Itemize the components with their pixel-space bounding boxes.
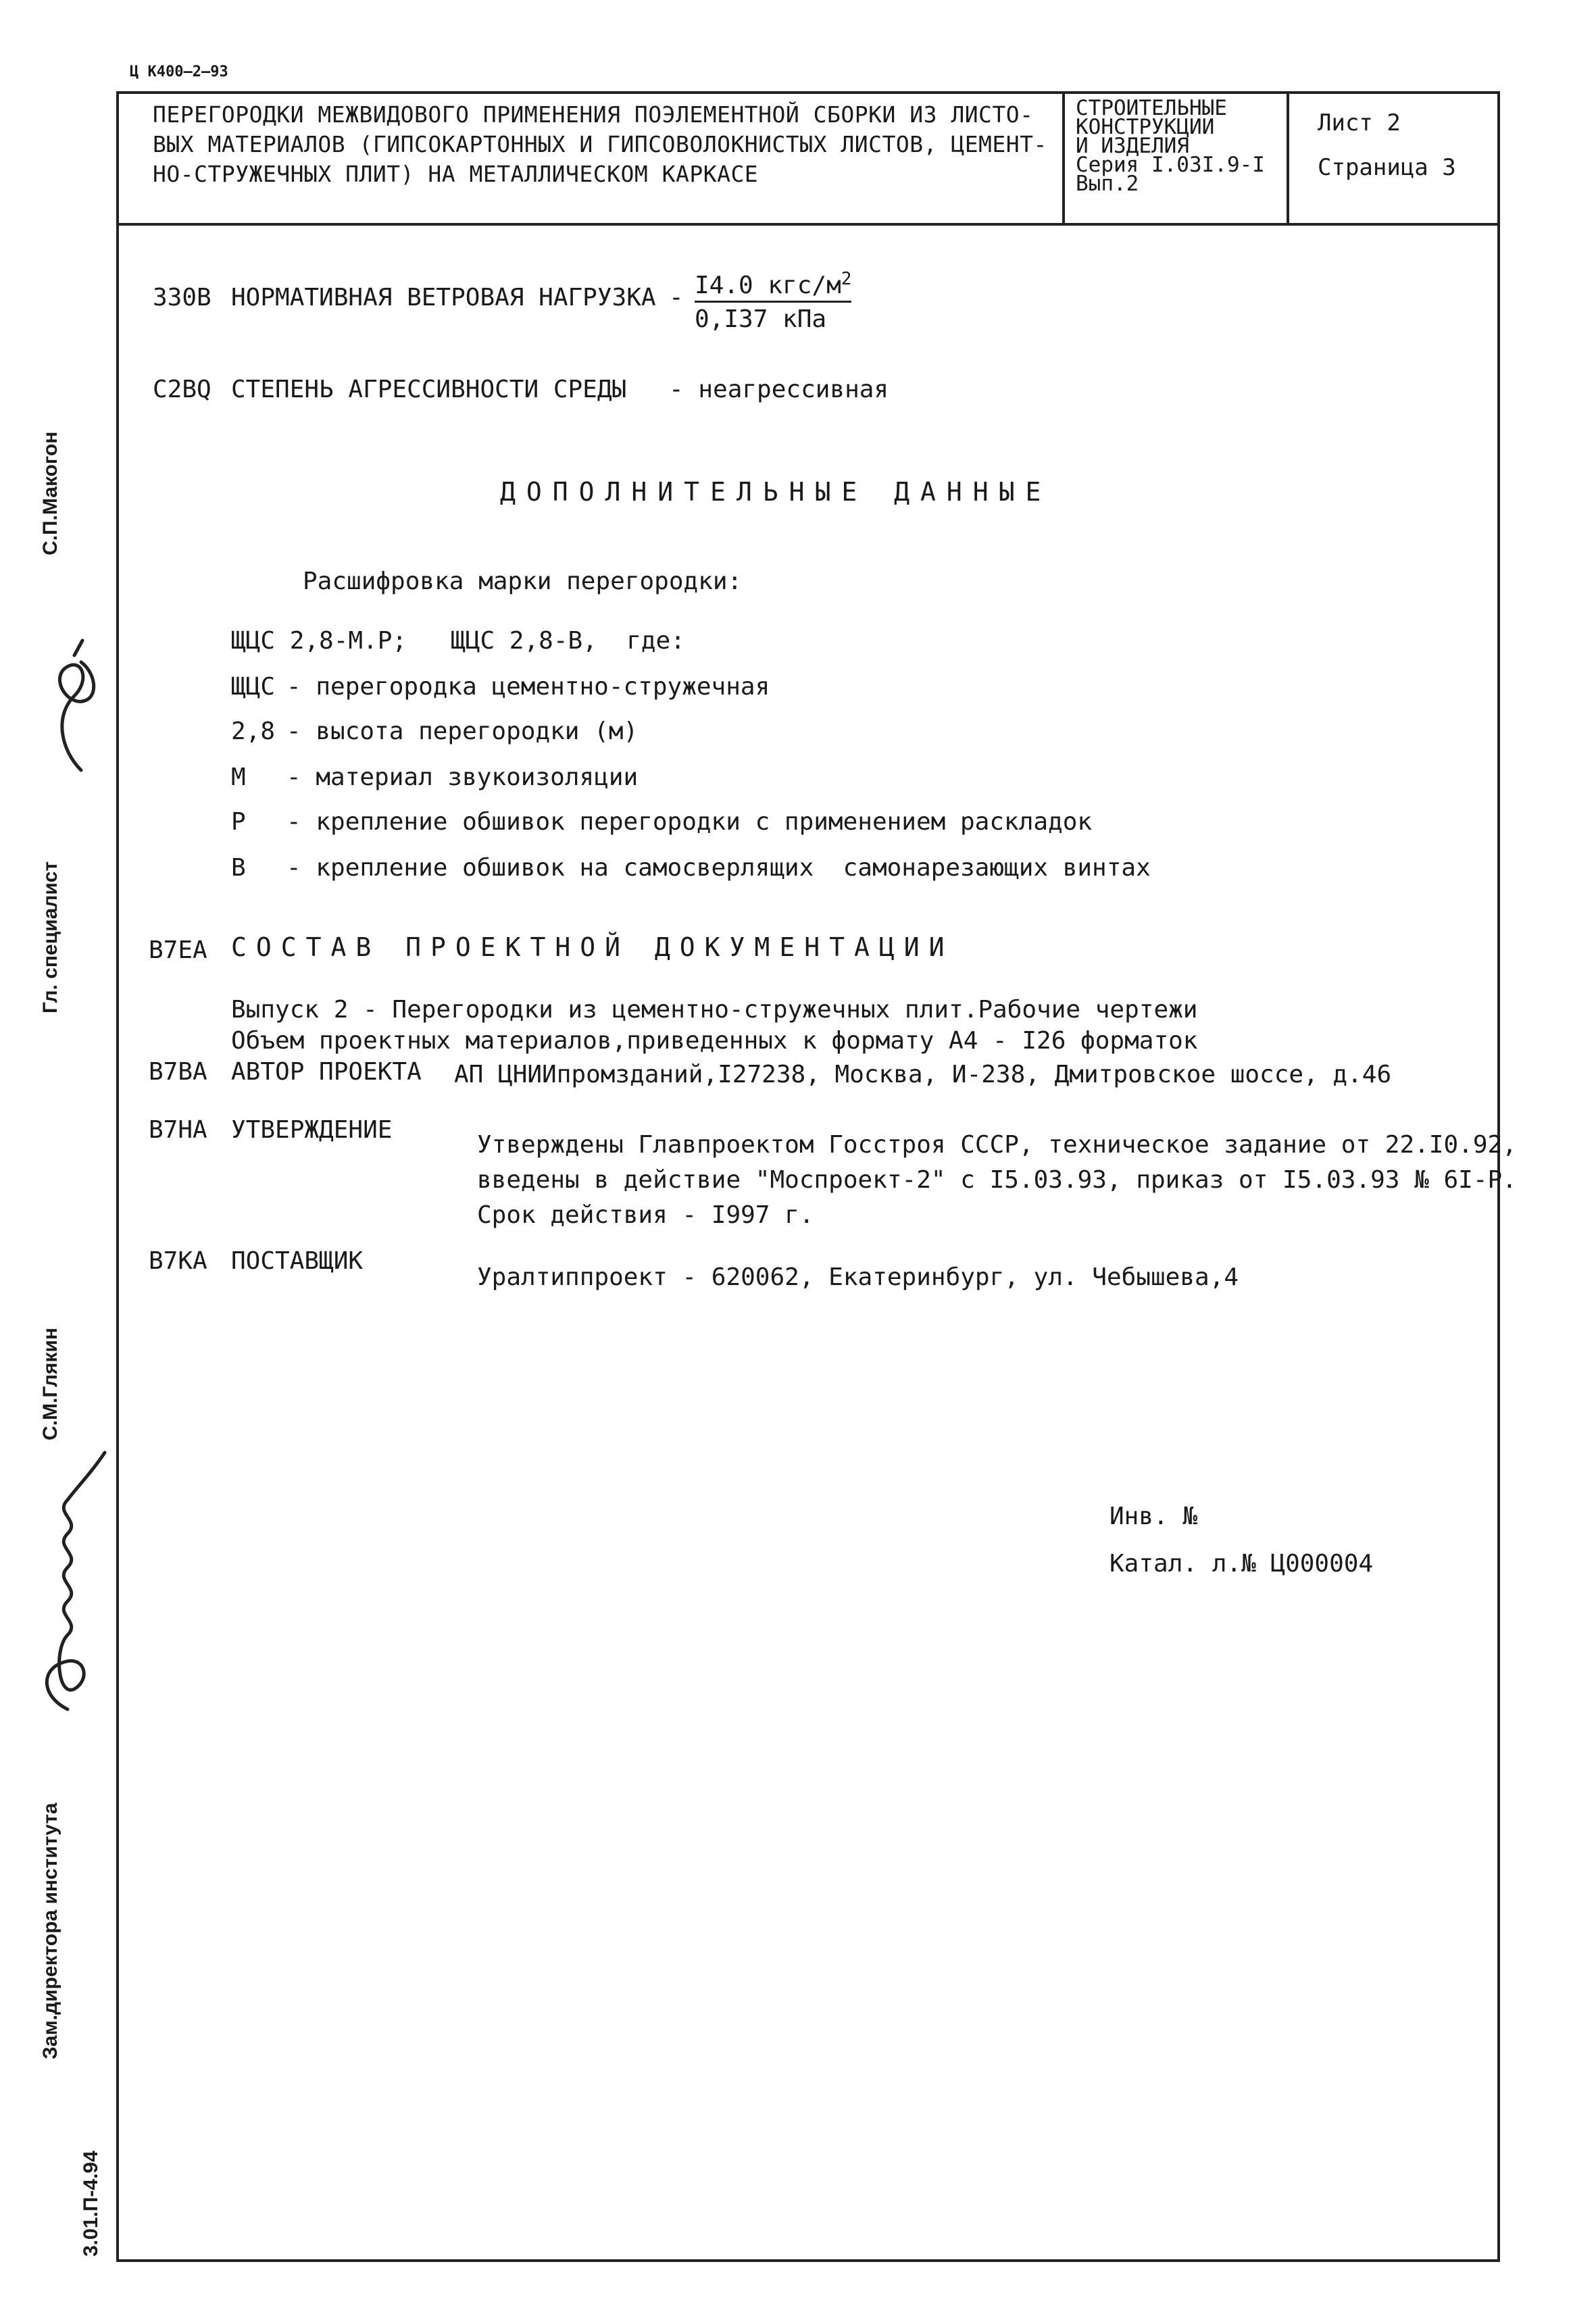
wind-code: 330В [153,284,211,311]
series-line: Вып.2 [1076,172,1139,196]
header-title-line: НО-СТРУЖЕЧНЫХ ПЛИТ) НА МЕТАЛЛИЧЕСКОМ КАРКАСЕ [153,161,759,187]
decode-text: - крепление обшивок перегородки с применением раскладок [286,808,1093,836]
decode-key: М [231,763,246,791]
decode-text: - крепление обшивок на самосверлящих самонарезающих винтах [286,854,1151,882]
approval-label: УТВЕРЖДЕНИЕ [231,1116,393,1144]
side-name-glyakin: С.М.Глякин [39,1328,61,1440]
aggress-label: СТЕПЕНЬ АГРЕССИВНОСТИ СРЕДЫ [231,376,627,403]
decode-heading: Расшифровка марки перегородки: [303,568,743,595]
supplier-label: ПОСТАВЩИК [231,1247,364,1275]
decode-key: В [231,854,246,882]
header-divider-2 [1287,91,1289,224]
sheet-label: Лист 2 [1318,109,1401,136]
series-line: КОНСТРУКЦИИ [1076,115,1215,139]
supplier-code: В7КА [149,1247,207,1275]
header-bottom-line [116,223,1500,226]
composition-line: Объем проектных материалов,приведенных к формату А4 - I26 форматок [231,1027,1198,1055]
approval-code: В7НА [149,1116,207,1144]
series-line: И ИЗДЕЛИЯ [1076,134,1189,158]
supplier-value: Уралтиппроект - 620062, Екатеринбург, ул. Чебышева,4 [477,1263,1239,1291]
author-label: АВТОР ПРОЕКТА [231,1058,422,1086]
catalog-number: Катал. л.№ Ц000004 [1109,1550,1374,1578]
decode-text: - материал звукоизоляции [286,763,639,791]
additional-data-title: ДОПОЛНИТЕЛЬНЫЕ ДАННЫЕ [500,477,1052,507]
signature-makogon [34,635,108,777]
approval-line: Утверждены Главпроектом Госстроя СССР, техническое задание от 22.I0.92, [477,1131,1517,1159]
decode-key: Р [231,808,246,836]
decode-key: 2,8 [231,718,276,745]
side-role-deputy-director: Зам.директора института [39,1803,61,2059]
header-title-line: ПЕРЕГОРОДКИ МЕЖВИДОВОГО ПРИМЕНЕНИЯ ПОЭЛЕМЕНТНОЙ СБОРКИ ИЗ ЛИСТО- [153,101,1034,128]
author-code: В7ВА [149,1058,207,1086]
aggress-value: - неагрессивная [669,376,889,403]
composition-line: Выпуск 2 - Перегородки из цементно-стружечных плит.Рабочие чертежи [231,996,1198,1024]
decode-marks: ЩЦС 2,8-М.Р; ЩЦС 2,8-В, где: [231,627,685,655]
aggress-code: С2ВQ [153,376,211,403]
decode-text: - перегородка цементно-стружечная [286,673,770,701]
series-block [1076,96,1265,196]
composition-code: В7ЕА [149,936,207,964]
signature-glyakin [27,1446,115,1716]
header-divider-1 [1062,91,1065,224]
document-code: Ц К400—2—93 [130,64,228,80]
author-value: АП ЦНИИпромзданий,I27238, Москва, И-238, Дмитровское шоссе, д.46 [454,1061,1392,1088]
approval-line: введены в действие "Моспроект-2" с I5.03.93, приказ от I5.03.93 № 6I-Р. [477,1166,1517,1194]
wind-value-sup: 2 [841,269,852,289]
wind-value-kgs-text: I4.0 кгс/м [695,272,841,299]
series-line: СТРОИТЕЛЬНЫЕ [1076,96,1227,120]
wind-value-kpa: 0,I37 кПа [695,305,827,333]
header-title [153,100,1047,189]
series-line: Серия I.03I.9-I [1076,153,1265,177]
composition-title: СОСТАВ ПРОЕКТНОЙ ДОКУМЕНТАЦИИ [231,932,954,962]
wind-dash: - [669,284,684,311]
wind-label: НОРМАТИВНАЯ ВЕТРОВАЯ НАГРУЗКА [231,284,656,311]
decode-text: - высота перегородки (м) [286,718,639,745]
inventory-number: Инв. № [1109,1503,1198,1530]
side-role-specialist: Гл. специалист [39,861,61,1013]
approval-line: Срок действия - I997 г. [477,1201,814,1229]
decode-key: ЩЦС [231,673,276,701]
side-name-makogon: С.П.Макогон [39,431,61,555]
page-label: Страница 3 [1318,154,1456,181]
wind-value-kgs [695,269,851,303]
side-date: 3.01.П-4.94 [80,2150,102,2257]
header-title-line: ВЫХ МАТЕРИАЛОВ (ГИПСОКАРТОННЫХ И ГИПСОВОЛОКНИСТЫХ ЛИСТОВ, ЦЕМЕНТ- [153,131,1047,157]
